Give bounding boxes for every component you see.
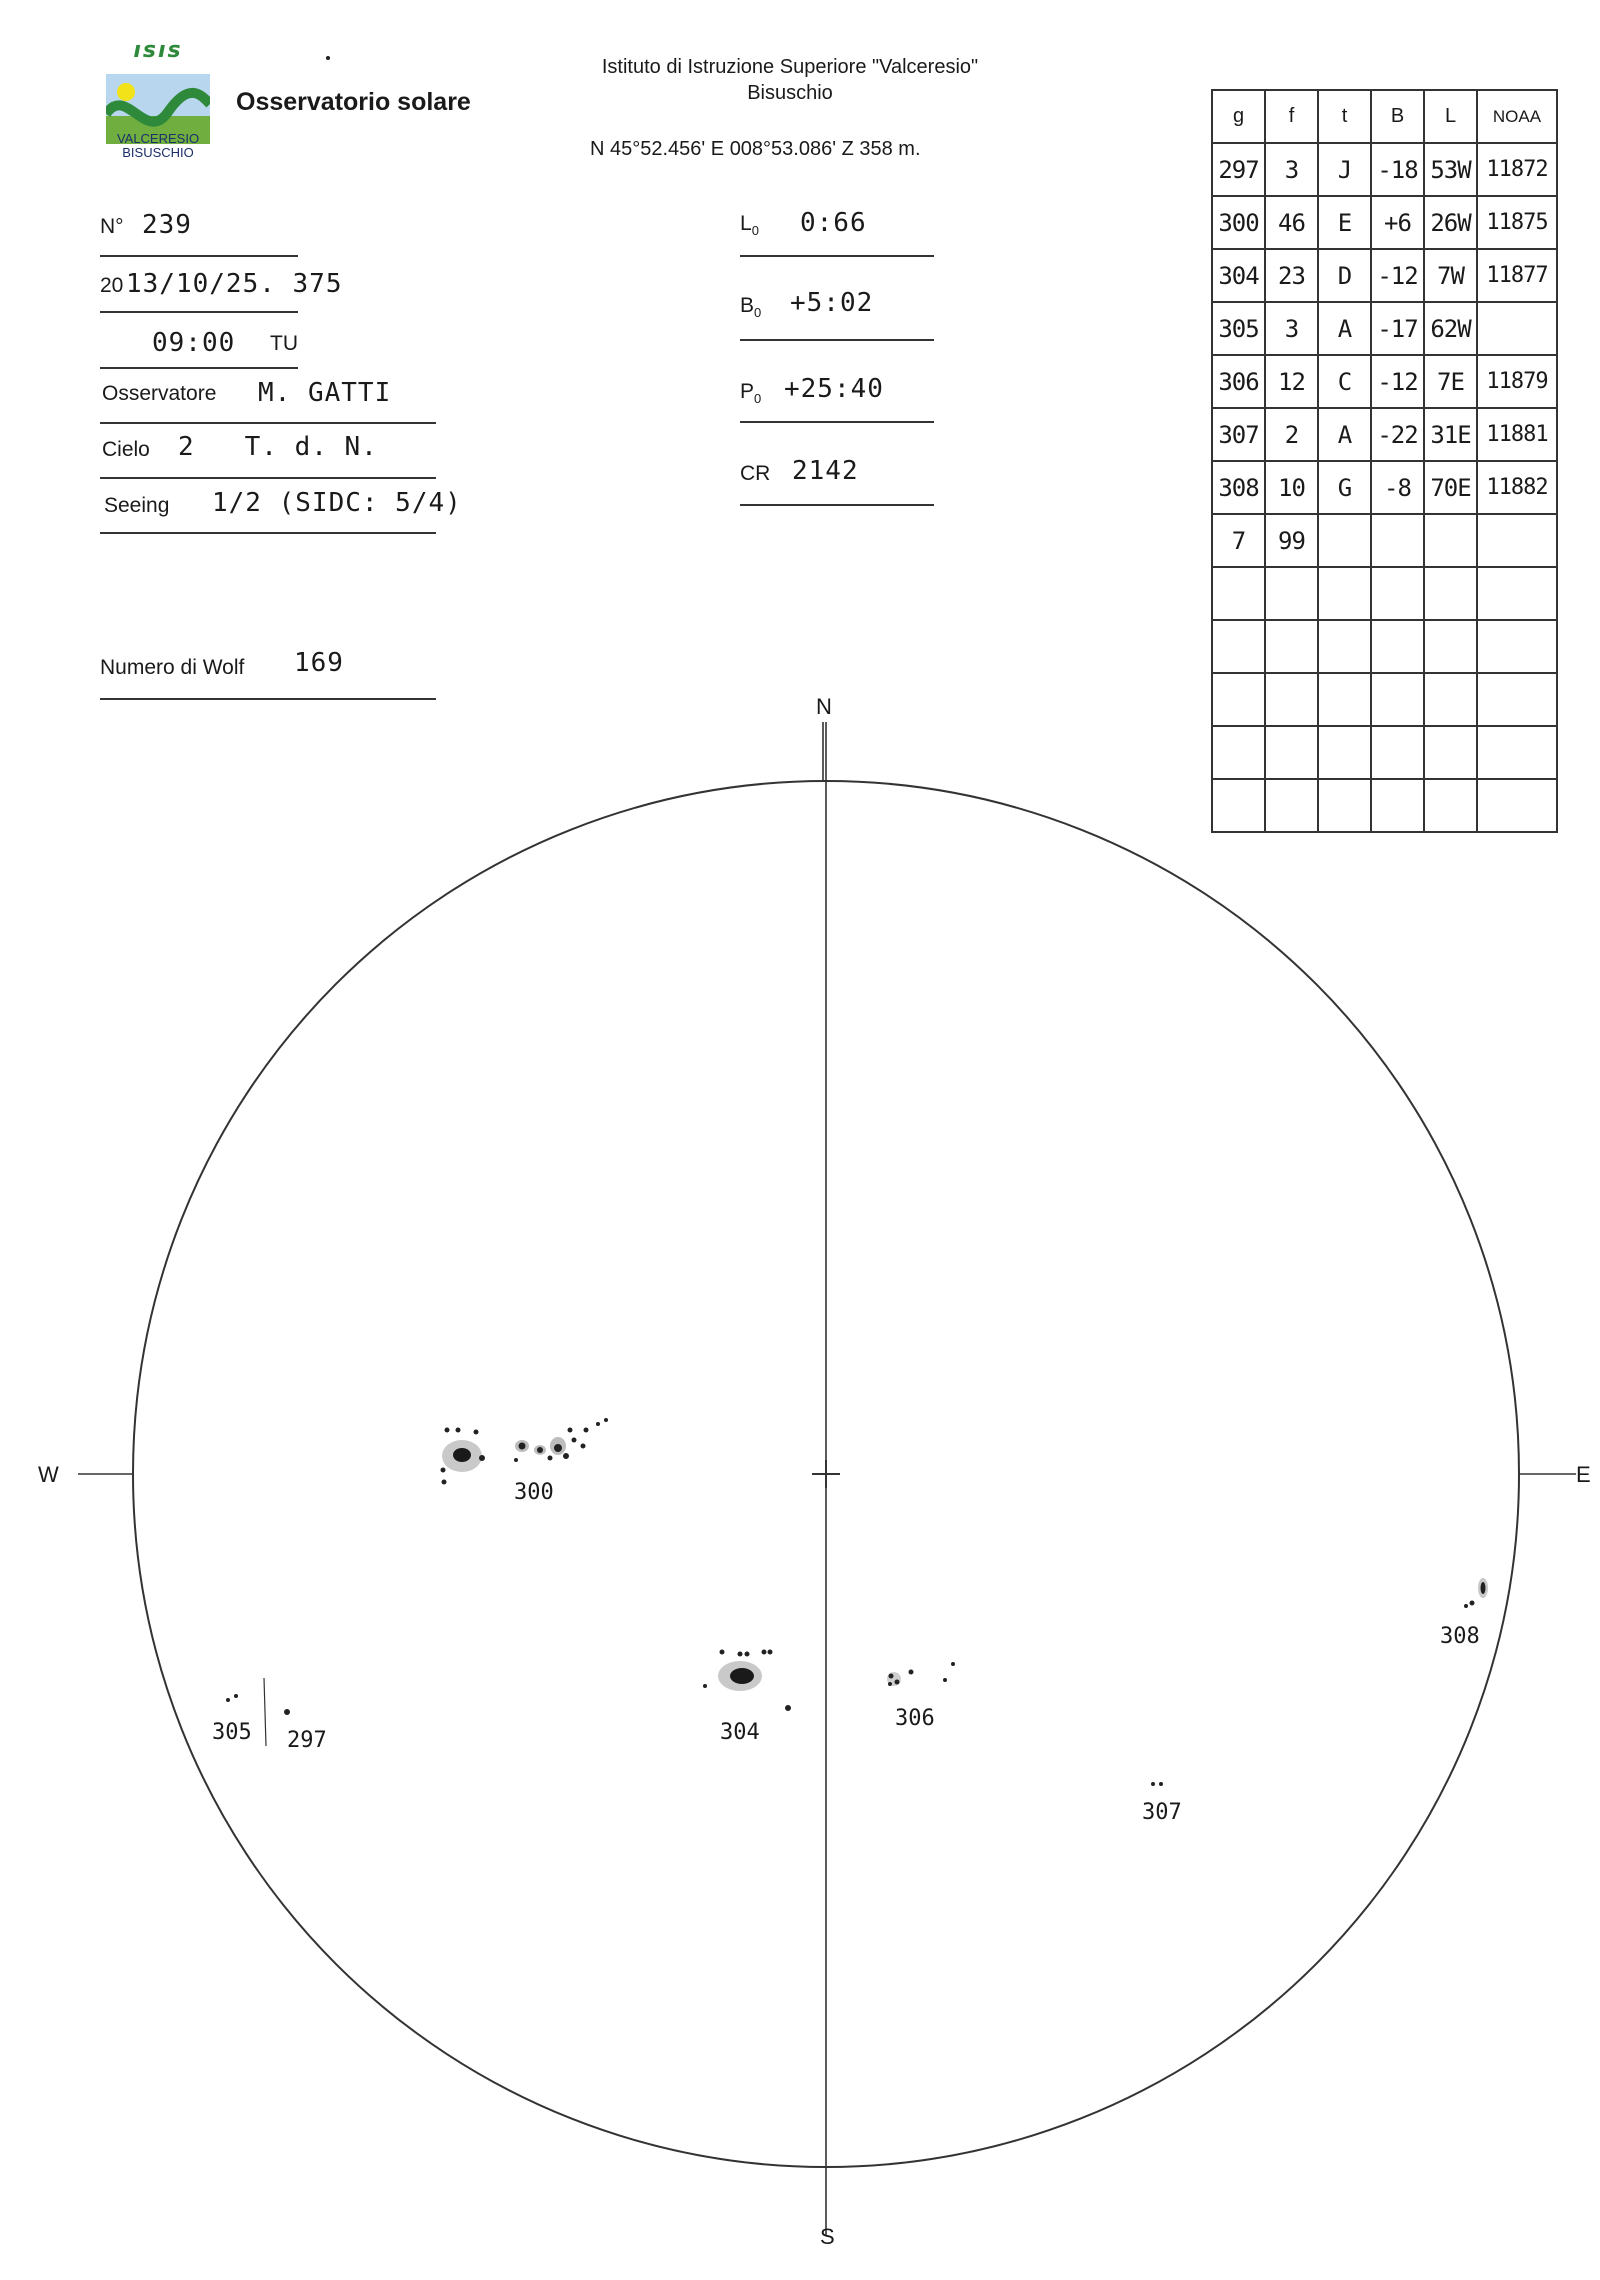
group-label-297: 297 [287, 1728, 327, 1753]
cell-noaa: 11881 [1477, 408, 1557, 461]
cell-spots: 10 [1265, 461, 1318, 514]
page-title: Osservatorio solare [236, 88, 471, 116]
header-t: t [1318, 90, 1371, 143]
b0-label: $B_0$ [740, 294, 762, 321]
cell-type: A [1318, 302, 1371, 355]
cell-type: E [1318, 196, 1371, 249]
cell-spots: 3 [1265, 302, 1318, 355]
number-label: N° [100, 215, 124, 238]
cell-latitude: -8 [1371, 461, 1424, 514]
group-label-304: 304 [720, 1720, 760, 1745]
cell-spots: 23 [1265, 249, 1318, 302]
south-marker: S [820, 2224, 835, 2249]
observer-label: Osservatore [102, 382, 217, 405]
cell-group: 300 [1212, 196, 1265, 249]
group-label-306: 306 [895, 1706, 935, 1731]
cell-type: D [1318, 249, 1371, 302]
cell-latitude: -12 [1371, 249, 1424, 302]
cell-type: G [1318, 461, 1371, 514]
logo-wordmark: ısıs [133, 38, 183, 63]
observer-name: M. GATTI [258, 378, 392, 408]
header-b: B [1371, 90, 1424, 143]
cell-latitude: +6 [1371, 196, 1424, 249]
sunspot-group-308 [1464, 1578, 1488, 1608]
drawing-number: 239 [142, 210, 192, 240]
cell-noaa: 11879 [1477, 355, 1557, 408]
east-marker: E [1576, 1462, 1591, 1487]
west-marker: W [38, 1462, 59, 1487]
cell-group: 7 [1212, 514, 1265, 567]
seeing-value: 1/2 (SIDC: 5/4) [212, 488, 462, 518]
cell-group: 307 [1212, 408, 1265, 461]
header-l: L [1424, 90, 1477, 143]
cell-spots: 99 [1265, 514, 1318, 567]
institute-name: Istituto di Istruzione Superiore "Valceresio" Bisuschio [601, 56, 979, 104]
cell-spots: 2 [1265, 408, 1318, 461]
cell-spots: 46 [1265, 196, 1318, 249]
cell-noaa: 11872 [1477, 143, 1557, 196]
group-label-305: 305 [212, 1720, 252, 1745]
cell-type: A [1318, 408, 1371, 461]
cell-latitude: -17 [1371, 302, 1424, 355]
header-noaa: NOAA [1477, 90, 1557, 143]
group-label-300: 300 [514, 1480, 554, 1505]
wolf-number: 169 [294, 648, 344, 678]
logo-name: VALCERESIO BISUSCHIO [116, 131, 200, 160]
cell-longitude: 7W [1424, 249, 1477, 302]
cell-type: C [1318, 355, 1371, 408]
header-g: g [1212, 90, 1265, 143]
cell-noaa: 11875 [1477, 196, 1557, 249]
north-marker: N [816, 694, 832, 719]
cell-latitude: -22 [1371, 408, 1424, 461]
carrington-rotation: 2142 [792, 456, 859, 486]
observation-date: 13/10/25. 375 [126, 269, 343, 299]
group-label-307: 307 [1142, 1800, 1182, 1825]
seeing-label: Seeing [104, 494, 170, 517]
date-prefix: 20 [100, 274, 124, 297]
sunspot-group-305 [226, 1694, 238, 1702]
cell-latitude: -12 [1371, 355, 1424, 408]
group-label-308: 308 [1440, 1624, 1480, 1649]
l0-value: 0:66 [800, 208, 867, 238]
cell-latitude: -18 [1371, 143, 1424, 196]
b0-value: +5:02 [790, 288, 874, 318]
sky-label: Cielo [102, 438, 150, 461]
cell-longitude: 7E [1424, 355, 1477, 408]
cell-longitude: 70E [1424, 461, 1477, 514]
sky-condition: 2 T. d. N. [178, 432, 378, 462]
l0-label: $L_0$ [740, 212, 759, 239]
sunspot-group-307 [1151, 1782, 1163, 1786]
sunspot-group-300 [441, 1418, 609, 1485]
header-f: f [1265, 90, 1318, 143]
sunspot-group-304 [703, 1650, 791, 1712]
center-cross-icon [812, 1460, 840, 1488]
cell-group: 308 [1212, 461, 1265, 514]
cr-label: CR [740, 462, 771, 485]
cell-longitude: 31E [1424, 408, 1477, 461]
p0-value: +25:40 [784, 374, 884, 404]
cell-spots: 3 [1265, 143, 1318, 196]
site-coordinates: N 45°52.456' E 008°53.086' Z 358 m. [590, 138, 921, 160]
cell-group: 304 [1212, 249, 1265, 302]
time-unit: TU [270, 332, 298, 355]
cell-group: 297 [1212, 143, 1265, 196]
cell-noaa: 11877 [1477, 249, 1557, 302]
cell-type: J [1318, 143, 1371, 196]
cell-noaa: 11882 [1477, 461, 1557, 514]
observation-time: 09:00 [152, 328, 236, 358]
cell-group: 306 [1212, 355, 1265, 408]
cell-group: 305 [1212, 302, 1265, 355]
sunspot-group-306 [887, 1662, 955, 1686]
cell-longitude: 62W [1424, 302, 1477, 355]
cell-longitude: 53W [1424, 143, 1477, 196]
p0-label: $P_0$ [740, 380, 762, 407]
wolf-label: Numero di Wolf [100, 656, 245, 679]
cell-spots: 12 [1265, 355, 1318, 408]
cell-longitude: 26W [1424, 196, 1477, 249]
